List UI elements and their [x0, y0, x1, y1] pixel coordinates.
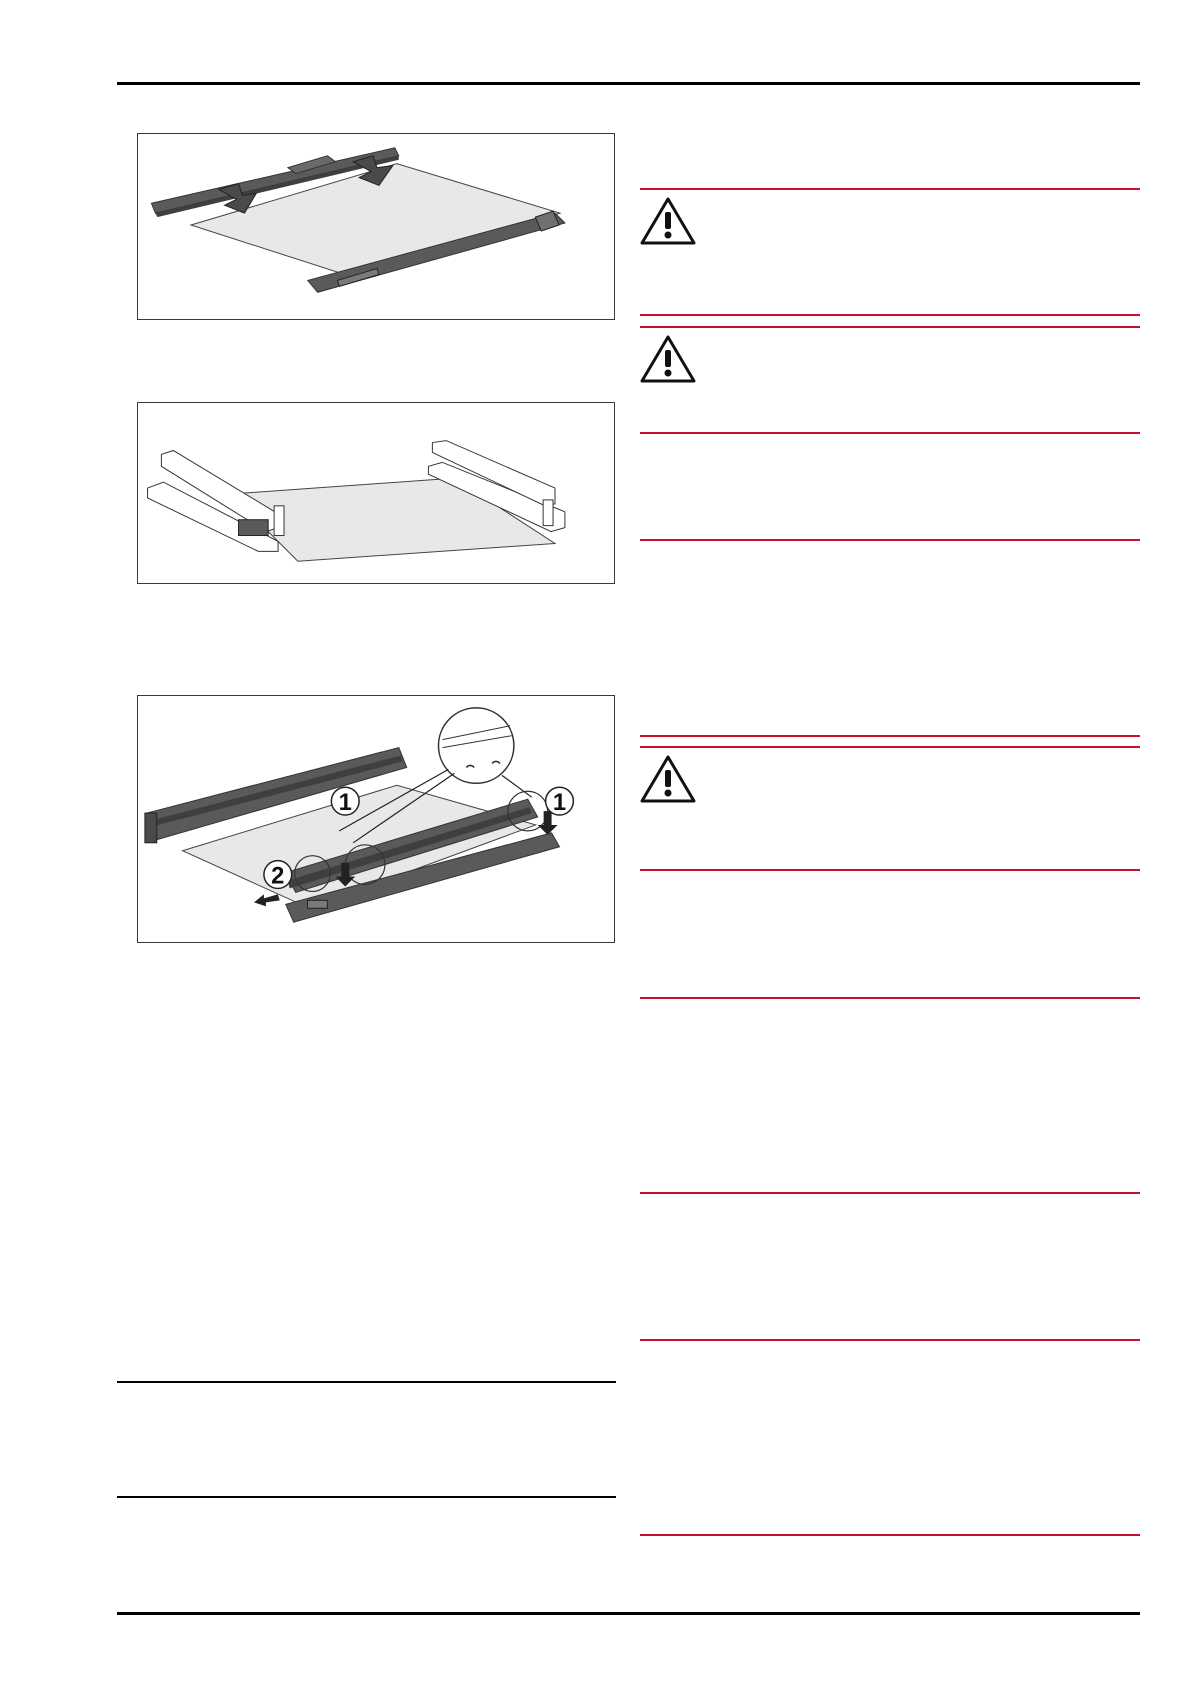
header-rule: [117, 82, 1140, 85]
warning-triangle-icon: [640, 334, 696, 384]
svg-text:1: 1: [338, 789, 352, 817]
rails-attach-illustration: [138, 134, 614, 319]
warning-rule: [640, 314, 1140, 316]
warning-rule: [640, 432, 1140, 434]
figure-rails-detach: [137, 695, 615, 943]
rails-detach-illustration: [138, 696, 614, 942]
warning-rule: [640, 746, 1140, 748]
footer-rule: [117, 1612, 1140, 1615]
section-rule-left: [117, 1381, 616, 1383]
warning-triangle-icon: [640, 196, 696, 246]
detail-zoom-circle: [438, 708, 513, 783]
warning-rule: [640, 188, 1140, 190]
section-rule-left: [117, 1496, 616, 1498]
figure-rails-attach: [137, 133, 615, 320]
warning-triangle-icon: [640, 754, 696, 804]
warning-rule: [640, 735, 1140, 737]
callout-2: [264, 861, 292, 890]
warning-rule: [640, 539, 1140, 541]
svg-text:1: 1: [552, 789, 567, 817]
warning-rule: [640, 1192, 1140, 1194]
warning-rule: [640, 997, 1140, 999]
rails-installed-illustration: [138, 403, 614, 583]
svg-text:2: 2: [271, 862, 285, 890]
warning-rule: [640, 869, 1140, 871]
warning-rule: [640, 1534, 1140, 1536]
warning-rule: [640, 326, 1140, 328]
warning-rule: [640, 1339, 1140, 1341]
callout-1-left: [331, 787, 359, 816]
callout-1-right: [546, 787, 574, 816]
figure-rails-installed: [137, 402, 615, 584]
